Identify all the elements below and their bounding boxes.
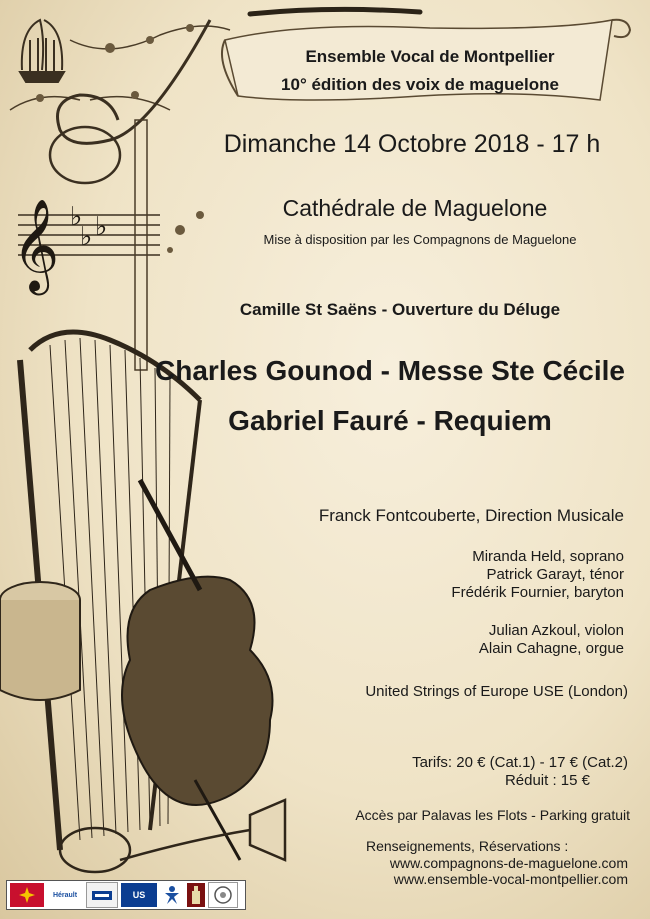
organist: Alain Cahagne, orgue [478, 640, 624, 657]
soloist-baritone: Frédérik Fournier, baryton [451, 584, 624, 601]
reduced-price: Réduit : 15 € [504, 772, 590, 789]
edition-title: 10° édition des voix de maguelone [281, 75, 559, 94]
montpellier-logo [86, 882, 118, 908]
maguelone-logo [208, 882, 238, 908]
occitanie-logo [10, 883, 44, 907]
website-link-compagnons[interactable]: www.compagnons-de-maguelone.com [389, 855, 628, 871]
access-info: Accès par Palavas les Flots - Parking gratuit [355, 807, 630, 823]
program-work-1: Camille St Saëns - Ouverture du Déluge [239, 300, 561, 319]
website-link-ensemble[interactable]: www.ensemble-vocal-montpellier.com [393, 871, 628, 887]
violinist: Julian Azkoul, violon [488, 622, 624, 639]
cello-icon [122, 480, 273, 860]
figure-logo [160, 883, 184, 907]
soloist-soprano: Miranda Held, soprano [472, 548, 624, 565]
us-logo: US [121, 883, 157, 907]
ticket-prices: Tarifs: 20 € (Cat.1) - 17 € (Cat.2) [412, 754, 628, 771]
program-work-2: Charles Gounod - Messe Ste Cécile [155, 355, 625, 386]
program-work-3: Gabriel Fauré - Requiem [228, 405, 552, 436]
person-icon [163, 885, 181, 905]
cross-icon [18, 886, 36, 904]
orchestra: United Strings of Europe USE (London) [365, 683, 628, 700]
svg-text:♭: ♭ [70, 202, 83, 232]
bottle-icon [191, 885, 201, 905]
music-director: Franck Fontcouberte, Direction Musicale [318, 506, 624, 525]
ensemble-name: Ensemble Vocal de Montpellier [305, 47, 555, 66]
event-date: Dimanche 14 Octobre 2018 - 17 h [223, 130, 601, 158]
event-venue: Cathédrale de Maguelone [282, 195, 548, 221]
venue-note: Mise à disposition par les Compagnons de Maguelone [263, 232, 577, 247]
herault-logo: Hérault [47, 883, 83, 907]
wine-logo [187, 883, 205, 907]
city-icon [91, 888, 113, 902]
lyre-icon [20, 20, 64, 82]
contact-label: Renseignements, Réservations : [366, 838, 569, 854]
circle-emblem-icon [213, 885, 233, 905]
soloist-tenor: Patrick Garayt, ténor [486, 566, 624, 583]
svg-text:♭: ♭ [95, 212, 108, 242]
svg-text:𝄞: 𝄞 [12, 198, 60, 291]
svg-text:♭: ♭ [80, 222, 93, 252]
sponsor-logos [6, 880, 246, 910]
